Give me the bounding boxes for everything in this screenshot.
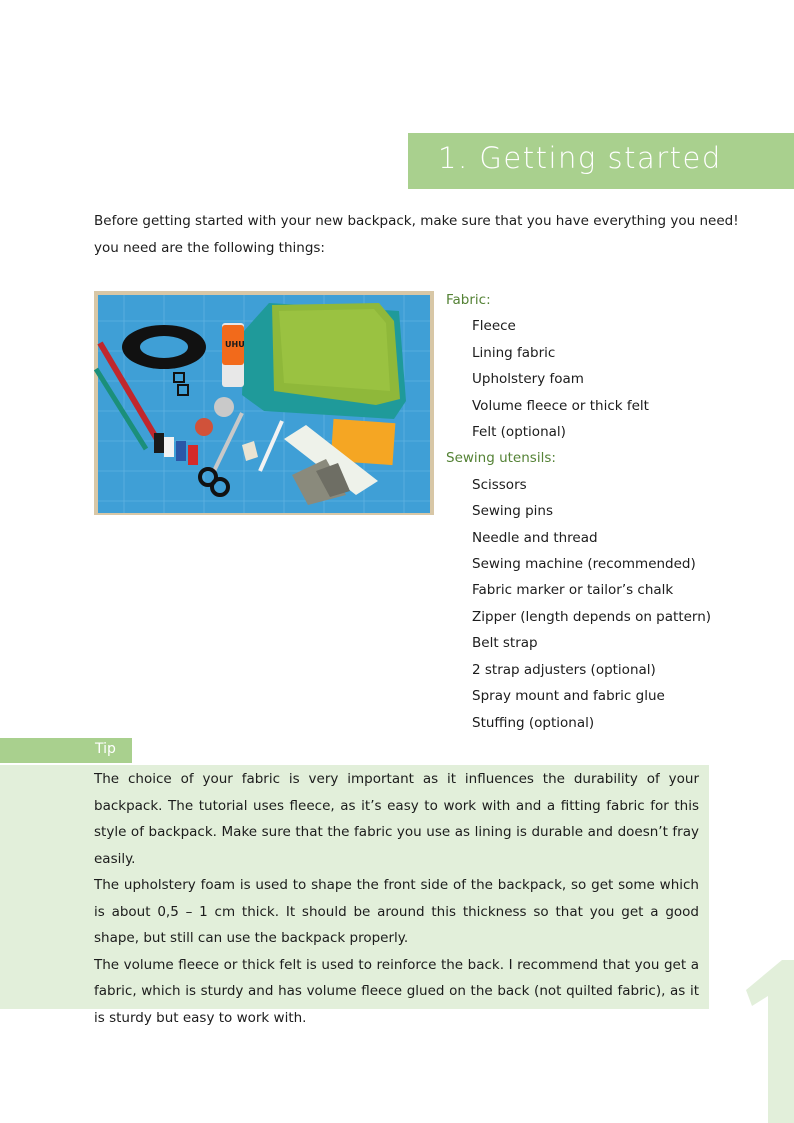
tip-label: Tip: [95, 741, 116, 757]
list-item: Sewing machine (recommended): [472, 556, 696, 573]
fabric-heading: Fabric:: [446, 292, 491, 308]
sewing-utensils-heading: Sewing utensils:: [446, 450, 556, 467]
list-item: Volume fleece or thick felt: [472, 397, 649, 414]
intro-line-2: you need are the following things:: [94, 240, 325, 256]
tip-tab: [0, 738, 132, 763]
fabric-list: [446, 313, 786, 445]
tip-text: [94, 766, 699, 1031]
glue-can-label: UHU: [225, 340, 245, 349]
list-item: Fleece: [472, 318, 516, 335]
list-item: Fabric marker or tailor’s chalk: [472, 582, 674, 599]
tip-paragraph: The volume fleece or thick felt is used to reinforce the back. I recommend that you get a fabric, which is sturdy and has volume fleece glued on the back (not quilted fabric), as it is sturdy but easy to work with.: [94, 956, 699, 1026]
sewing-utensils-list: [446, 472, 786, 736]
list-item: Upholstery foam: [472, 371, 584, 388]
chapter-title-band: [408, 133, 794, 189]
intro-paragraph: [94, 208, 739, 262]
list-item: Scissors: [472, 476, 527, 493]
list-item: Lining fabric: [472, 344, 556, 361]
materials-list: [446, 287, 786, 736]
list-item: Sewing pins: [472, 503, 553, 520]
list-item: Spray mount and fabric glue: [472, 688, 665, 705]
list-item: Zipper (length depends on pattern): [472, 608, 712, 625]
list-item: Needle and thread: [472, 529, 598, 546]
materials-photo: [94, 291, 434, 515]
list-item: Felt (optional): [472, 424, 566, 441]
tip-box: [0, 765, 709, 1026]
chapter-number-graphic: [738, 950, 794, 1123]
intro-line-1: Before getting started with your new backpack, make sure that you have everything you need!: [94, 213, 739, 229]
list-item: Belt strap: [472, 635, 538, 652]
list-item: Stuffing (optional): [472, 714, 595, 731]
list-item: 2 strap adjusters (optional): [472, 661, 656, 678]
tip-paragraph: The upholstery foam is used to shape the front side of the backpack, so get some which is about 0,5 – 1 cm thick. It should be around this thickness so that you get a good shape, but still can use the backpack properly.: [94, 877, 699, 946]
chapter-title: 1. Getting started: [438, 141, 722, 175]
tip-paragraph: The choice of your fabric is very important as it influences the durability of your backpack. The tutorial uses fleece, as it’s easy to work with and a fitting fabric for this style of backpack. Make sure that the fabric you use as lining is durable and doesn’t fray easily.: [94, 771, 699, 867]
materials-photo-illustration: [94, 291, 434, 515]
